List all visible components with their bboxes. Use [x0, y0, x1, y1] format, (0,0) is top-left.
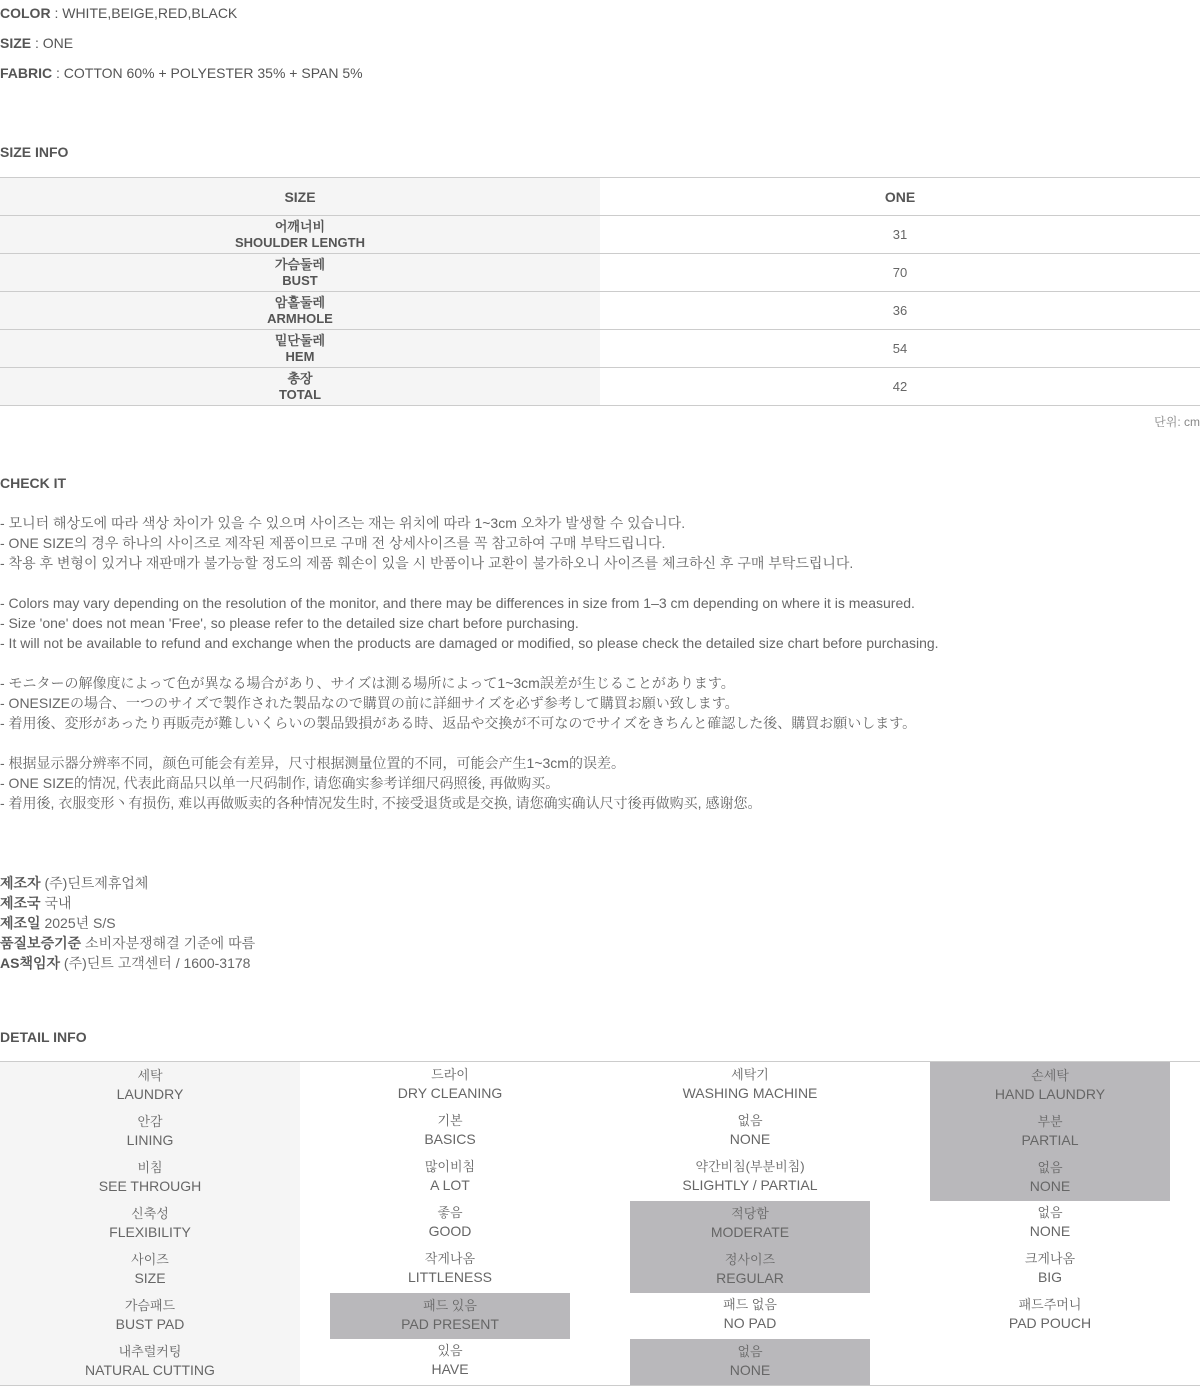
measure-value: 31: [600, 216, 1200, 254]
table-row: [0, 292, 1200, 330]
detail-ko: 패드 있음: [423, 1298, 477, 1313]
maker-value: 2025년 S/S: [40, 915, 116, 931]
detail-option-a-lot: [300, 1158, 600, 1194]
detail-ko: 약간비침(부분비침): [695, 1159, 805, 1174]
detail-ko: 안감: [137, 1114, 163, 1129]
detail-en: LITTLENESS: [407, 1269, 493, 1285]
detail-option-partial: [900, 1113, 1200, 1149]
measure-label-en: HEM: [285, 348, 315, 364]
detail-option-none: [600, 1112, 900, 1148]
detail-en: NONE: [729, 1131, 771, 1147]
table-row: [0, 216, 1200, 254]
measure-label-ko: 가슴둘레: [274, 256, 326, 272]
detail-option-basics: [300, 1112, 600, 1148]
detail-ko: 세탁기: [731, 1067, 769, 1082]
detail-option-slightly-partial: [600, 1158, 900, 1194]
note-line: - ONE SIZE的情况, 代表此商品只以单一尺码制作, 请您确实参考详细尺码照後, 再做购买。: [0, 775, 560, 791]
detail-en: PAD PRESENT: [401, 1316, 499, 1332]
detail-ko: 패드주머니: [1018, 1297, 1082, 1312]
measure-label-en: TOTAL: [278, 386, 322, 402]
detail-ko: 없음: [737, 1113, 763, 1128]
measure-label-ko: 어깨너비: [274, 218, 326, 234]
detail-option-none: [600, 1343, 900, 1379]
table-row: [0, 254, 1200, 292]
detail-en: PAD POUCH: [1008, 1315, 1092, 1331]
size-header-label: SIZE: [0, 178, 600, 216]
detail-label-laundry: [0, 1067, 300, 1103]
measure-label: [0, 292, 600, 330]
detail-en: HAVE: [431, 1361, 469, 1377]
notes-english: [0, 593, 939, 653]
detail-en: BASICS: [424, 1131, 476, 1147]
detail-option-good: [300, 1204, 600, 1240]
detail-option-big: [900, 1250, 1200, 1286]
spec-label: SIZE: [0, 35, 32, 51]
spec-color: [0, 3, 237, 23]
detail-option-hand-laundry: [900, 1067, 1200, 1103]
measure-value: 54: [600, 330, 1200, 368]
detail-en: NONE: [1029, 1178, 1071, 1194]
maker-label: 제조자: [0, 875, 41, 891]
note-line: - ONE SIZE의 경우 하나의 사이즈로 제작된 제품이므로 구매 전 상세사이즈를 꼭 참고하여 구매 부탁드립니다.: [0, 535, 666, 551]
note-line: - モニターの解像度によって色が異なる場合があり、サイズは測る場所によって1~3cm誤差が生じることがあります。: [0, 675, 735, 691]
detail-option-moderate: [600, 1205, 900, 1241]
check-it-title: CHECK IT: [0, 475, 67, 491]
maker-value: 국내: [40, 895, 72, 911]
unit-note: 단위: cm: [1154, 415, 1200, 429]
detail-ko: 손세탁: [1031, 1068, 1069, 1083]
detail-en: NONE: [1029, 1223, 1071, 1239]
measure-label-en: SHOULDER LENGTH: [235, 234, 365, 250]
note-line: - 着用後, 衣服变形丶有损伤, 难以再做贩卖的各种情况发生时, 不接受退货或是交换, 请您确实确认尺寸後再做购买, 感谢您。: [0, 795, 762, 811]
detail-option-littleness: [300, 1250, 600, 1286]
maker-value: (주)딘트 고객센터 / 1600-3178: [60, 955, 251, 971]
size-table: [0, 177, 1200, 406]
notes-chinese: [0, 753, 939, 813]
measure-label-en: BUST: [282, 272, 318, 288]
detail-en: MODERATE: [710, 1224, 790, 1240]
measure-label-ko: 총장: [287, 370, 313, 386]
detail-ko: 내추럴커팅: [118, 1344, 182, 1359]
note-line: - 着用後、変形があったり再販売が難しいくらいの製品毀損がある時、返品や交換が不可なのでサイズをきちんと確認した後、購買お願いします。: [0, 715, 917, 731]
detail-label-size: [0, 1251, 300, 1287]
detail-ko: 없음: [1037, 1205, 1063, 1220]
detail-ko: 패드 없음: [723, 1297, 777, 1312]
detail-ko: 비침: [137, 1160, 163, 1175]
note-line: - Size 'one' does not mean 'Free', so please refer to the detailed size chart before purchasing.: [0, 615, 579, 631]
detail-en: BIG: [1037, 1269, 1063, 1285]
measure-label: [0, 330, 600, 368]
size-header-value: ONE: [600, 178, 1200, 216]
detail-ko: 부분: [1037, 1114, 1063, 1129]
detail-en: LINING: [126, 1132, 174, 1148]
maker-line: [0, 933, 255, 953]
detail-en: NONE: [729, 1362, 771, 1378]
size-info-title: SIZE INFO: [0, 144, 69, 160]
detail-ko: 없음: [737, 1344, 763, 1359]
maker-label: 제조국: [0, 895, 41, 911]
maker-label: AS책임자: [0, 955, 61, 971]
measure-value: 42: [600, 368, 1200, 406]
table-row: [0, 368, 1200, 406]
spec-label: FABRIC: [0, 65, 53, 81]
detail-label-see-through: [0, 1159, 300, 1195]
detail-ko: 적당함: [731, 1206, 769, 1221]
detail-en: DRY CLEANING: [397, 1085, 503, 1101]
detail-option-regular: [600, 1251, 900, 1287]
detail-ko: 많이비침: [424, 1159, 476, 1174]
detail-option-no-pad: [600, 1296, 900, 1332]
detail-en: NATURAL CUTTING: [85, 1362, 215, 1378]
detail-label-bust-pad: [0, 1297, 300, 1333]
maker-line: [0, 873, 255, 893]
detail-en: HAND LAUNDRY: [994, 1086, 1106, 1102]
measure-value: 36: [600, 292, 1200, 330]
detail-ko: 드라이: [431, 1067, 469, 1082]
maker-line: [0, 913, 255, 933]
spec-value: : WHITE,BEIGE,RED,BLACK: [50, 5, 238, 21]
spec-value: : COTTON 60% + POLYESTER 35% + SPAN 5%: [52, 65, 363, 81]
detail-en: WASHING MACHINE: [682, 1085, 818, 1101]
note-line: - It will not be available to refund and exchange when the products are damaged or modified, so please check the detailed size chart before purchasing.: [0, 635, 939, 651]
detail-en: PARTIAL: [1021, 1132, 1079, 1148]
maker-label: 품질보증기준: [0, 935, 82, 951]
detail-label-flexibility: [0, 1205, 300, 1241]
detail-option-washing-machine: [600, 1066, 900, 1102]
note-line: - Colors may vary depending on the resolution of the monitor, and there may be differences in size from 1–3 cm depending on where it is measured.: [0, 595, 915, 611]
detail-ko: 없음: [1037, 1160, 1063, 1175]
table-row: [0, 330, 1200, 368]
detail-ko: 작게나옴: [424, 1251, 476, 1266]
detail-ko: 있음: [437, 1343, 463, 1358]
detail-ko: 정사이즈: [724, 1252, 776, 1267]
check-it-notes: [0, 513, 939, 833]
detail-en: SIZE: [134, 1270, 166, 1286]
size-table-header: [0, 178, 1200, 216]
measure-label-ko: 밑단둘레: [274, 332, 326, 348]
detail-en: GOOD: [428, 1223, 472, 1239]
measure-value: 70: [600, 254, 1200, 292]
detail-ko: 가슴패드: [124, 1298, 176, 1313]
detail-en: BUST PAD: [115, 1316, 185, 1332]
spec-fabric: [0, 63, 363, 83]
detail-ko: 크게나옴: [1024, 1251, 1076, 1266]
detail-label-natural-cutting: [0, 1343, 300, 1379]
measure-label-ko: 암홀둘레: [274, 294, 326, 310]
detail-en: FLEXIBILITY: [109, 1224, 191, 1240]
maker-line: [0, 953, 255, 973]
maker-label: 제조일: [0, 915, 41, 931]
measure-label-en: ARMHOLE: [267, 310, 333, 326]
detail-option-pad-pouch: [900, 1296, 1200, 1332]
detail-en: SEE THROUGH: [98, 1178, 202, 1194]
detail-info-title: DETAIL INFO: [0, 1029, 87, 1045]
measure-label: [0, 368, 600, 406]
maker-value: 소비자분쟁해결 기준에 따름: [81, 935, 256, 951]
spec-size: [0, 33, 73, 53]
spec-label: COLOR: [0, 5, 51, 21]
detail-en: REGULAR: [716, 1270, 784, 1286]
detail-ko: 좋음: [437, 1205, 463, 1220]
maker-value: (주)딘트제휴업체: [40, 875, 149, 891]
notes-korean: [0, 513, 939, 573]
measure-label: [0, 216, 600, 254]
detail-label-lining: [0, 1113, 300, 1149]
detail-option-none: [900, 1159, 1200, 1195]
note-line: - 根据显示器分辨率不同，颜色可能会有差异，尺寸根据测量位置的不同，可能会产生1~3cm的误差。: [0, 755, 625, 771]
detail-option-have: [300, 1342, 600, 1378]
detail-option-pad-present: [300, 1297, 600, 1333]
measure-label: [0, 254, 600, 292]
detail-option-none: [900, 1204, 1200, 1240]
detail-ko: 세탁: [137, 1068, 163, 1083]
maker-line: [0, 893, 255, 913]
note-line: - 모니터 해상도에 따라 색상 차이가 있을 수 있으며 사이즈는 재는 위치에 따라 1~3cm 오차가 발생할 수 있습니다.: [0, 515, 686, 531]
detail-en: LAUNDRY: [116, 1086, 184, 1102]
detail-ko: 사이즈: [131, 1252, 169, 1267]
detail-option-dry-cleaning: [300, 1066, 600, 1102]
detail-en: A LOT: [430, 1177, 470, 1193]
detail-ko: 기본: [437, 1113, 463, 1128]
notes-japanese: [0, 673, 939, 733]
manufacturer-info: [0, 873, 255, 973]
detail-en: NO PAD: [723, 1315, 777, 1331]
detail-ko: 신축성: [131, 1206, 169, 1221]
spec-value: : ONE: [31, 35, 74, 51]
detail-en: SLIGHTLY / PARTIAL: [682, 1177, 818, 1193]
note-line: - 착용 후 변형이 있거나 재판매가 불가능할 정도의 제품 훼손이 있을 시 반품이나 교환이 불가하오니 사이즈를 체크하신 후 구매 부탁드립니다.: [0, 555, 854, 571]
note-line: - ONESIZEの場合、一つのサイズで製作された製品なので購買の前に詳細サイズを必ず参考して購買お願い致します。: [0, 695, 739, 711]
